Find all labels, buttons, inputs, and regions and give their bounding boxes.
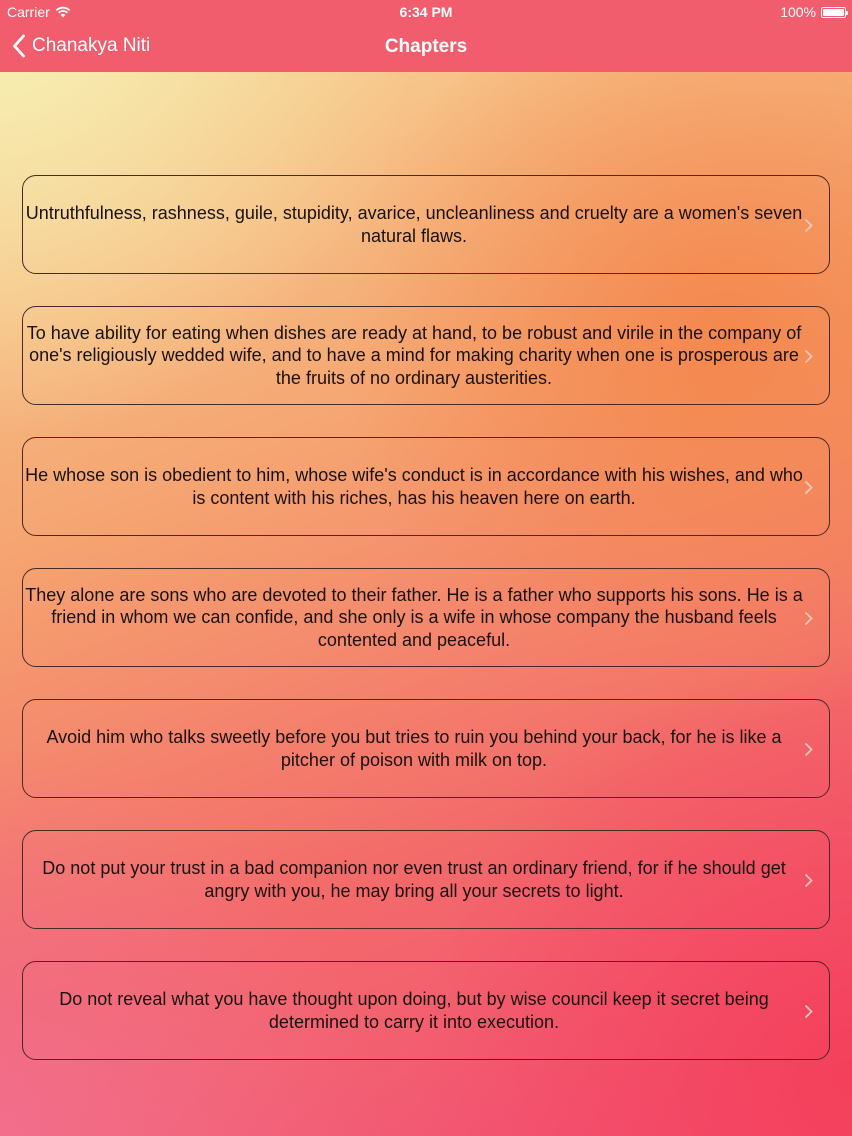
chevron-right-icon <box>804 873 813 888</box>
quote-card[interactable] <box>22 175 830 274</box>
chevron-right-icon <box>804 611 813 626</box>
status-time: 6:34 PM <box>399 4 453 20</box>
battery-indicator <box>780 4 846 20</box>
chevron-right-icon <box>804 349 813 364</box>
quote-card[interactable] <box>22 830 830 929</box>
chevron-right-icon <box>804 742 813 757</box>
quote-text: He whose son is obedient to him, whose wife's conduct is in accordance with his wishes, and who is content with his riches, has his heaven here on earth. <box>25 465 803 508</box>
top-bar <box>0 0 852 72</box>
battery-percent: 100% <box>780 4 816 20</box>
back-button-label: Chanakya Niti <box>32 35 151 56</box>
quote-card[interactable] <box>22 961 830 1060</box>
quote-card[interactable] <box>22 437 830 536</box>
quote-card[interactable] <box>22 568 830 667</box>
carrier-label: Carrier <box>7 4 50 20</box>
quote-text: Untruthfulness, rashness, guile, stupidity, avarice, uncleanliness and cruelty are a women's seven natural flaws. <box>25 203 803 246</box>
page-title: Chapters <box>384 36 468 57</box>
chevron-right-icon <box>804 218 813 233</box>
navigation-bar <box>0 24 852 70</box>
quote-card[interactable] <box>22 306 830 405</box>
quote-card[interactable] <box>22 699 830 798</box>
quote-text: They alone are sons who are devoted to their father. He is a father who supports his sons. He is a friend in whom we can confide, and she only is a wife in whose company the husband feels contented and peaceful. <box>25 584 803 650</box>
battery-icon <box>821 7 846 18</box>
quote-text: To have ability for eating when dishes are ready at hand, to be robust and virile in the company of one's religiously wedded wife, and to have a mind for making charity when one is prosperous are the fruits of no ordinary austerities. <box>26 322 802 388</box>
chevron-right-icon <box>804 1004 813 1019</box>
status-bar <box>0 0 852 24</box>
quote-text: Avoid him who talks sweetly before you but tries to ruin you behind your back, for he is like a pitcher of poison with milk on top. <box>46 727 782 770</box>
quote-text: Do not reveal what you have thought upon doing, but by wise council keep it secret being determined to carry it into execution. <box>59 989 769 1032</box>
quote-text: Do not put your trust in a bad companion nor even trust an ordinary friend, for if he should get angry with you, he may bring all your secrets to light. <box>42 858 786 901</box>
chevron-right-icon <box>804 480 813 495</box>
